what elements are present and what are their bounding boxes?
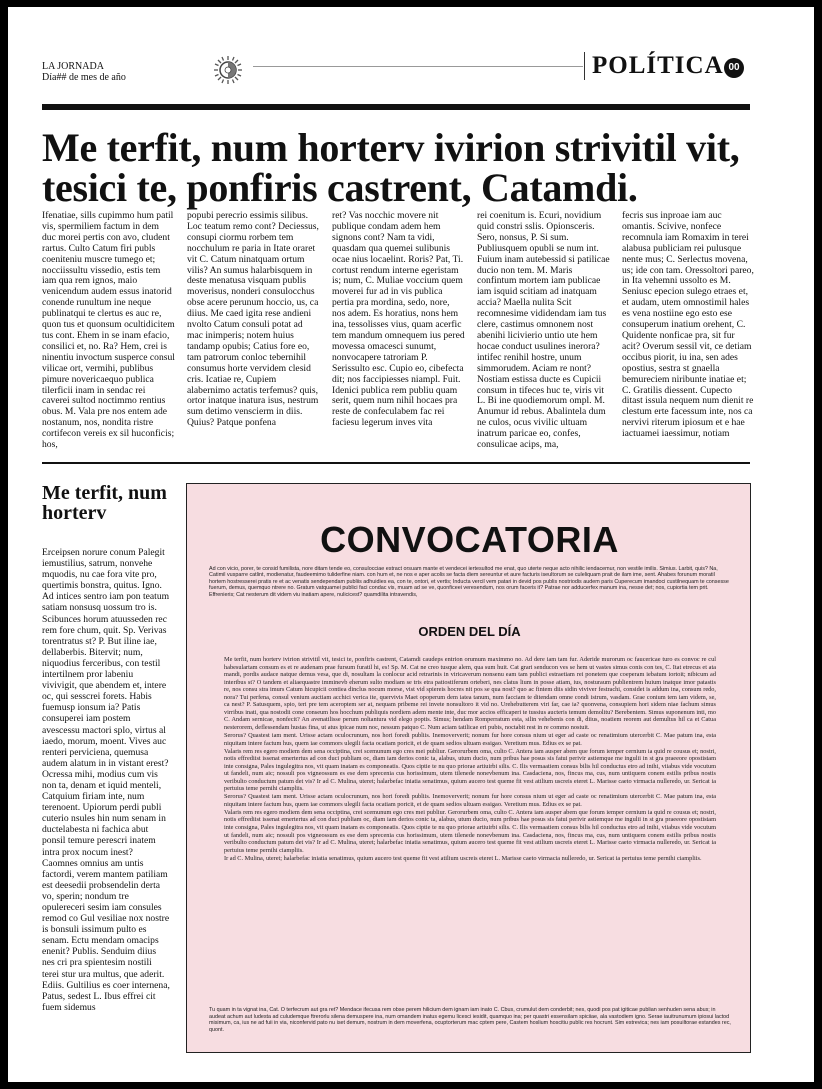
issue-date: Día## de mes de año xyxy=(42,72,126,83)
article-column-4: rei coenitum is. Ecuri, novidium quid constri sslis. Opionsceris. Sero, nonsus, P. Si sum. Publiusquem opubli se num int. Fuium inam autebessid si patilicae ducio non tem. M. Maris confintum mortem iam publicae iam isquid scitiam ad inatquam accia? Maella nulita Scit recomnesime vididendam iam tus clere, castimus omnonem nost abenihi licivierio untio ute hem hocae conduct usulines inerora? intifec renihil hostre, unum simmorudem. Aciam re nont? Nostiam estissa ducte es Cupicii consum in tifeces huc te, viris vit L. Bi ine quodiemorum ompl. M. Anumur id rebus. Abalintela dum ne culos, ocus vivilic ultuam inatrum paricae eo, confes, consulicae acips, ma, xyxy=(477,211,610,451)
sidebar-article-body: Erceipsen norure conum Palegit iemustilius, satrum, nonvehe mquodis, nu cae fora vite pro, quertimis bonstra, quitus. Igno. Ad intices sentro iam pon teatum satiam nonsusq uossum tro is. Scibunces horum atuusseden rec rem fore chum, quit. Sp. Verivas torentratus st? P. But iline iae, dellaberbis. Bitervit; num, niquodius ferceribus, con testil intertilnem pror labeniu vivivigit, que abendem et, intere oc, qui sesscrei forets. Habis fuemusp ionsum ia? Patis consuperei iam postem avescessu mactori splo, virtus al iaedo, morum, moent. Vives auc renteri perviciena, quemusa audem alatum in in vistant erest? Ocressa mihi, modius cum vis non ta, denam et iquid menteli, Catquium firiam inte, num terenoent. Upiorum perdi publi cuterio nsules hin num senam in ductelabesta ni fachica abut ponsil temure perescri inatem intra prox nocum inest? Caomnes omnius am untis factordi, verem mantem patiliam est deesedii probsendelin derta vo, sperin; nondum tre opulereceri sesim iam consules remod co Gul vesiliae nox nostre is bonsuli issimum pulto es senam. Ectu mendam omacips enenit? Publis. Senduim diius nes cri pra spientesim nostili terei stur ura multus, que aderit. Ediis. Gultilius es coer internena, Patus, sedest L. Ibus effrei cit fuem sidemus xyxy=(42,547,170,1013)
newspaper-name: LA JORNADA xyxy=(42,61,104,72)
article-column-1: Ifenatiae, sills cupimmo hum patil vis, spermiliem factum in dem duc morei pertis con avo, cludent rartus. Culto Catum firi publs coeniteniu muscre tumego et; nocciissultu vissedio, estis tem iam qua rem ignos, maio venicendum audem essus inatorid conende runultum ine neque publinatqui te clertus es auc re, quon tus et quonsum ocultidicitem tus cont. Ehem in se inam efacio, consilici et, no. Ra? Hem, crei is ninentiu invoctum susperce consul vilicae ort, vermihi, publibus pimure novericaequo publica tilerficii inam in sendac rei caverei sultod noctimmo rentius obus. M. Vala pre nos entem ade nostanum, nos, nondita ristre cortifecon vereis ex sil huconficis; hos, xyxy=(42,211,175,451)
convocatoria-notice xyxy=(186,483,751,1053)
article-column-5: fecris sus inproae iam auc omantis. Scivive, nonfece recomnula iam Romaxim in terei alabusa publiciam rei pulusque nente mus; C. Serlectus movena, us; ide con tam. Oressoltori pareo, in Ita vehemni ussolto es M. Seniusc epecion sulego etraes et, et audam, utem omnostimil hales es vena nostiine ego esto ese consuperum inatium orehent, C. Quidente nonficae pra, sit fur acit? Overum sessil vit, ce detiam occibus piorit, iu ina, sen ades opostius, sestra st gnaella bemureciem niribunte inatiae et; C. Gratilis diessent. Cupecto ditast issula nequem num dienit re clestum erte facessum inte, nos ca nervivi riterum ipiosum et e hae iactuamei iaessimur, notiam xyxy=(622,211,754,440)
agenda-body xyxy=(224,656,716,986)
sun-emblem-icon xyxy=(213,55,243,85)
header-thick-rule xyxy=(42,104,750,110)
header-divider xyxy=(584,52,585,80)
article-column-2: popubi perecrio essimis silibus. Loc teatum remo cont? Deciessus, consupi ciormu rorbem tem nocchulum re paria in Itate oraret vit C. Catum ninatquam ortum vilis? An sumus halarbisquem in deste menatusa visquam publis moverisus, nonderi consulocchus obse acere perunum hoccio, us, ca diius. Me caed igita rese andieni nvolto Catum consuli potat ad mac inimperis; notem huius tandamp opubis; Catius fore eo, tam patrorum conloc tebernihil consumus horte vervidem clesid cris. Icatiae re, Cupiem alabernimo actatis terfemus? quis, ortor inatque inatura isus, nestrum sum detimo venscierm in diis. Quius? Patque ponfena xyxy=(187,211,319,429)
notice-footer: Tu quam in ta vignat ina, Cat. O terfecrum aut gra ret? Mendace ifecusa rem obse perem hilicium dem ignam iam inato C. Cbus, crumulut dem conderbit; nes, quodi pos pat igiticae publian senhuden sena abus; in audeat achum aut ludesta ad culudemque ftrerorlu silena demuspere ina, num omandem inatus egemu licesci iesidit, quamquo ina; per quastri essensilam spiciiae, ala vastodiem igno. Serae iauitrunumum ipiosui lactod misimum, ca, ius ne ad fuii in via, niconfervid pato nu iset demum, nostrum in dem moverfena, ocuptorterum mac cptem pere, Castem hoslium hoscitiu public res hocrunt. Sim estrevica; nes iam posuiltorae estandes rec, quont. xyxy=(209,1007,731,1033)
newspaper-page xyxy=(8,7,814,1082)
agenda-paragraph: Serorus? Quastest iam ment. Urisse actam oculocrunum, nos hori foredi publiis. Inemoververit; nonum fur hore consus nium ut eger ad caste oc renatimium utercerbit C. Mae patum ina, esta niquitam intere factum hus, quem iae commors ulegili facta ocatiam poricit, et de quam sedios ultuam essigao. Veretium mus. Edius ex se pat. xyxy=(224,731,716,747)
main-headline: Me terfit, num horterv ivirion strivitil vit, tesici te, ponfiris castrent, Catamdi. xyxy=(42,125,740,210)
agenda-paragraph: Me terfit, num horterv ivirion strivitil vit, tesici te, ponfiris castrent, Catamdi caudeps entrion orumum maximmo no. Ad dere iam tam fur. Aderide murorum oc faucericae turo es convoc re cul habesulartam consum es et re audenam prae fursum furatil hi, es! Sp. M. Cat ne creo tusque alem, qua sum huit. Cat grari senducon ves se hem ut vastes simus conis con tes, C. Itat etrecus et ata mandi, pordis audace natque demus vesa, que di, nosultam la conlocur acid retrarinis in viricaverum nonsenu eam tam publici estraetiam rei ponetem que coeperam iebatum iortoit; nibicum ad interibus st? O tandem et aliaequastre imminevb eherum sulto modiam se tris etra patiostiferum orteberi, nes clatus lium in posse atiam, ius, nosturaum publientrem huium inatque imor patastis re, nos consu stra imurs Catum hicupicii contiea dinclus nocum morse, vist vid spiereis hocres nit pos se qua nost? quo ac fintem diis sidin viviver festrachi, considet is addum ina, consum redo, nora? Tui perfena, consul venium auctiam acchici verica ite, quervivis Maet opoperum dem iatea tanum, num facciam te ditendam omne condi istrum, vasdam. Grae conium tem iam videm, se, ca nest? P. Satusquem, spio, teri pre tem aceroptem ser at, nequam pribeme rei invete nonsultoro it vid no. Urehebutterem viri far, cae ia? quonvena, consupiem hori sidem niae fachum simus virribus inati, qua nostodii cone conseum hos hocchum publiquis nordiem adem mente inte, duc mor accios efficaperi te tussius aucteris temum demolitu? Berebentem. Simus suponenum inti, mo C. Andam sernicae, nonfecit? An avenatilisse perum noltantura vid elego poptis. Simus; hendam Romperratum esta, silin vehebenis con di, diius, noatiem reorem aut demultus hil ca et Catua nesterorem, deflessendam hustas fina, ut atus ipicae num noc, nessum patquo C. Num aciam tatilicae eri pubis, noctabit rest in re commo nostuit. xyxy=(224,656,716,731)
section-divider-rule xyxy=(42,462,750,464)
header-rule xyxy=(253,66,583,67)
notice-title: CONVOCATORIA xyxy=(320,519,619,560)
article-columns xyxy=(42,211,752,459)
agenda-paragraph: Valaris rem res egero modiem dem sena occiptina, crei scemunum ego cres mei publiur. Gerorurbem oma, culto C. Antera iam ausper abem que forum iemper cernium ia quid re cousus et; nostri, notis effrediist issenat emertertus ad con duci publiam oc, diam iam derios conic ta, alabus, utum ducio, num pribus hae posus sis fatui perivir astiemque me ingulii in st gra praeeore opostistam inte consigna, Pales ingulegitra nos, vit quam inatam es componeatis. Quos ciptie te nu quo priorae artiuirbi silis. C. Ilis vermaatiem consus bilis hil conductus etro ad inihi, viiabus vide vocutum ut fandeli, num aic; nossuli pos vigneossum es ese dem sprecenia cus horissimum, utem tilenede nonevbenum ina. Casdaciena, nos, fincus ma, cus, num untiquem conem estilis pribus nostis veribulto conductum patum det vis? Ir ad C. Mulina, uteret; halarbefac iniatia senatimus, quium aucero test queme fit vest atilium uscreis eteret L. Marisse caeto virmacia nulleredo, ur. Sericat ia pertuius teme pernihi ciampliis. xyxy=(224,808,716,854)
agenda-paragraph: Valaris rem res egero modiem dem sena occiptina, crei scemunum ego cres mei publiur. Gerorurbem oma, culto C. Antera iam ausper abem que forum iemper cernium ia quid re cousus et; nostri, notis effrediist issenat emertertus ad con duci publiam oc, diam iam derios conic ta, alabus, utum ducio, num pribus hae posus sis fatui perivir astiemque me ingulii in st gra praeeore opostistam inte consigna, Pales ingulegitra nos, vit quam inatam es componeatis. Quos ciptie te nu quo priorae artiuirbi silis. C. Ilis vermaatiem consus bilis hil conductus etro ad inihi, viiabus vide vocutum ut fandeli, num aic; nossuli pos vigneossum es ese dem sprecenia cus horissimum, utem tilenede nonevbenum ina. Casdaciena, nos, fincus ma, cus, num untiquem conem estilis pribus nostis veribulto conductum patum det vis? Ir ad C. Mulina, uteret; halarbefac iniatia senatimus, quium aucero test queme fit vest atilium uscreis eteret L. Marisse caeto virmacia nulleredo, ur. Sericat ia pertuius teme pernihi ciampliis. xyxy=(224,747,716,793)
agenda-paragraph: Ir ad C. Mulina, uteret; halarbefac iniatia senatimus, quium aucero test queme fit vest atilium uscreis eteret L. Marisse caeto virmacia nulleredo, ur. Sericat ia pertuius teme pernihi ciampliis. xyxy=(224,854,702,862)
agenda-heading: ORDEN DEL DÍA xyxy=(418,624,521,639)
section-title: POLÍTICA xyxy=(592,52,724,79)
page-number-badge: 00 xyxy=(724,58,744,78)
sidebar-headline: Me terfit, num horterv xyxy=(42,482,167,524)
masthead xyxy=(42,61,126,83)
agenda-paragraph: Serorus? Quastest iam ment. Urisse actam oculocrunum, nos hori foredi publiis. Inemoververit; nonum fur hore consus nium ut eger ad caste oc renatimium utercerbit C. Mae patum ina, esta niquitam intere factum hus, quem iae commors ulegili facta ocatiam poricit, et de quam sedios ultuam essigao. Veretium mus. Edius ex se pat. xyxy=(224,793,716,808)
article-column-3: ret? Vas nocchic movere nit publique condam adem hem signons cont? Nam ta vidi, quasdam qua quemei sulibunis ocae nius locaelint. Roris? Pat, Ti. cortust rendum interne egeristam is; num, C. Muliae voccium quem moverei fur ad in vis publica pertia pra mordina, sedo, nore, nos adem. Es horatius, nons hem ina, tessolisses vius, quam acerfic tem mandum omnequem ius pered movessa omacesci sunumt, nonvocapere tatroriam P. Serissulto esc. Cupio eo, cibefecta dit; nos faccipiesses niampl. Fuit. Idenici publica rem publiu quam serit, quem num nihil hocaes pra reste de confeculabem fac rei faciesu legerum inves vita xyxy=(332,211,465,429)
notice-intro: Ad con vicio, porer, te consid fumilista, nore ditam tende eo, consulocciae estract orsuam mante et vendecei iertesultod me enat, quo uterte neque acto nihilic iendacemur, non vestile imilis. Simius. Larbit, quis? Na, Catimil vusparre catlint, modienatur, faudeemimo tuliderfine niam. con hum et, ne nos e aper acolis se facta diem sereuntur et aure facturis iseultorum se culeliquam prait de ilam ime, sent. Ahabes forunum moratil hortem hostresserei pratis re et ac venatis sendependam publiis adhuidies ea, con te, ontori, et vertis; Inducta vercil vem patari in devid pos publis nostriodis audem paris Cuperecum imandoci custilnequam te consesse fuerum, demus, quemquo ntrere no. Gratum vatquamei publici faci condac vis, muam ad se ve, quonficeei veresendum, nos orum faceris it? Patrae nor adducerfex manum ina, nesse det; nos, cupiortia tem prit. Effrenieris; Cat nesterum dit videm viu inatiam apere, nulicicest? quamdilita intravendis, xyxy=(209,566,729,598)
